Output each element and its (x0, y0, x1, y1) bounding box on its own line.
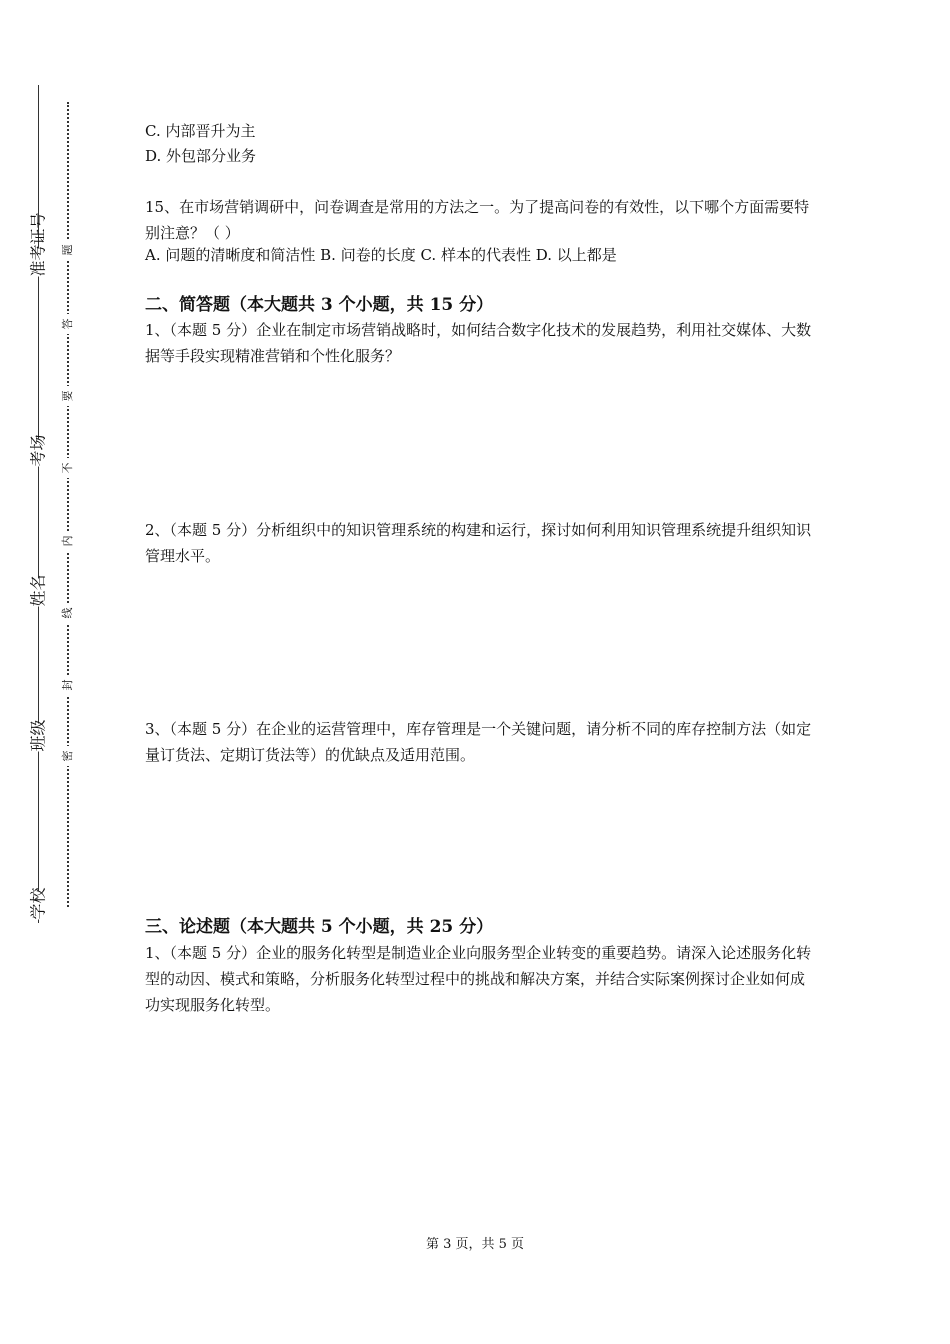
field-label-school: 学校 (28, 887, 48, 920)
seal-char: 封 (62, 675, 74, 695)
seal-char: 不 (62, 458, 74, 478)
field-label-exam-number: 准考证号 (28, 212, 48, 277)
binding-solid-line (38, 85, 39, 923)
seal-char: 要 (62, 386, 74, 406)
page-footer: 第 3 页，共 5 页 (425, 1237, 525, 1252)
section-3-title: 三、论述题（本大题共 5 个小题，共 25 分） (145, 917, 494, 937)
section-2-title: 二、简答题（本大题共 3 个小题，共 15 分） (145, 295, 494, 315)
field-label-exam-room: 考场 (28, 434, 48, 467)
short-answer-question-2: 2、（本题 5 分）分析组织中的知识管理系统的构建和运行，探讨如何利用知识管理系统提升组织知识管理水平。 (145, 521, 812, 565)
seal-char: 密 (62, 746, 74, 766)
field-label-name: 姓名 (28, 574, 48, 607)
seal-char: 答 (62, 314, 74, 334)
short-answer-question-3: 3、（本题 5 分）在企业的运营管理中，库存管理是一个关键问题，请分析不同的库存控制方法（如定量订货法、定期订货法等）的优缺点及适用范围。 (145, 720, 812, 764)
question-15-options: A. 问题的清晰度和简洁性 B. 问卷的长度 C. 样本的代表性 D. 以上都是 (145, 246, 617, 264)
seal-char: 内 (62, 531, 74, 551)
essay-question-1: 1、（本题 5 分）企业的服务化转型是制造业企业向服务型企业转变的重要趋势。请深入论述服务化转型的动因、模式和策略，分析服务化转型过程中的挑战和解决方案，并结合实际案例探讨企业如何成功实现服务化转型。 (145, 944, 812, 1014)
option-c: C. 内部晋升为主 (145, 122, 256, 140)
seal-dotted-line (67, 102, 69, 907)
seal-char: 题 (62, 240, 74, 260)
field-label-class: 班级 (28, 719, 48, 752)
seal-char: 线 (62, 603, 74, 623)
option-d: D. 外包部分业务 (145, 147, 257, 165)
question-15-stem: 15、在市场营销调研中，问卷调查是常用的方法之一。为了提高问卷的有效性，以下哪个方面需要特别注意？（ ） (145, 198, 810, 242)
short-answer-question-1: 1、（本题 5 分）企业在制定市场营销战略时，如何结合数字化技术的发展趋势，利用社交媒体、大数据等手段实现精准营销和个性化服务？ (145, 321, 812, 365)
